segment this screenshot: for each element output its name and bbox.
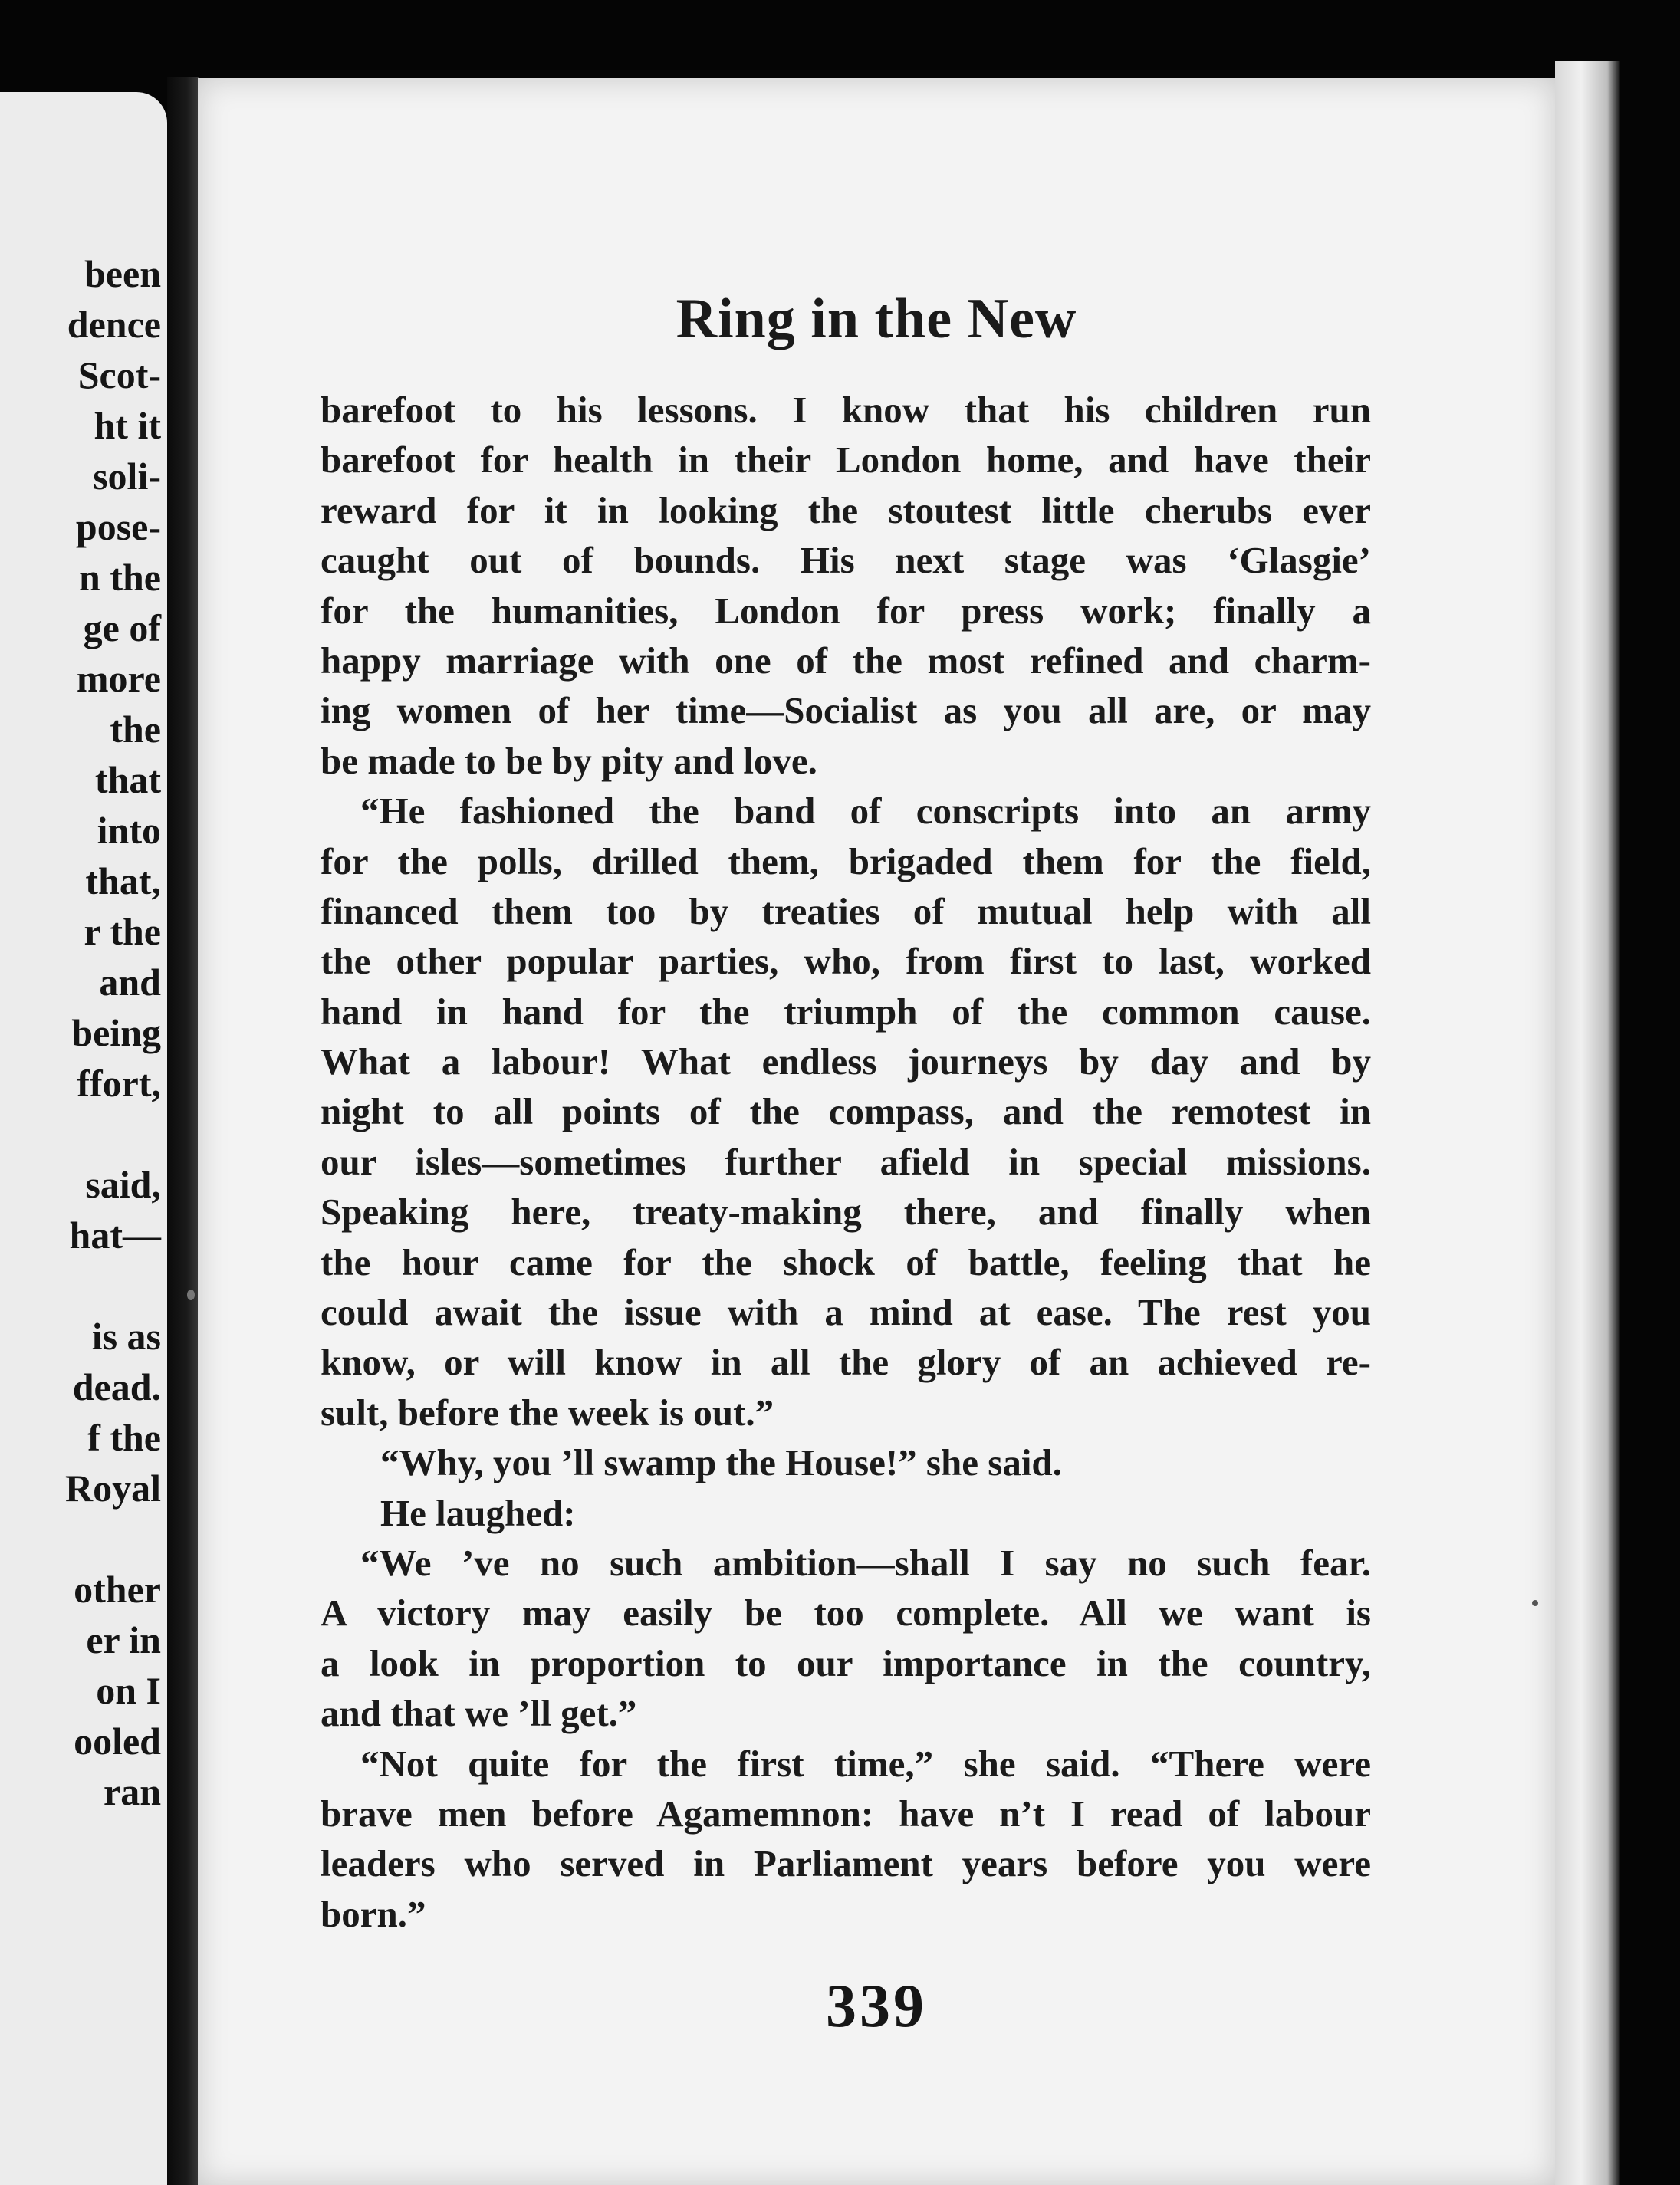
text-line: “He fashioned the band of conscripts into an army — [360, 790, 1371, 833]
facing-page-line: er in — [86, 1618, 161, 1661]
facing-page-line: ooled — [74, 1720, 161, 1763]
text-line: know, or will know in all the glory of an achieved re- — [321, 1341, 1371, 1384]
text-line: reward for it in looking the stoutest little cherubs ever — [321, 488, 1371, 531]
text-line: “Not quite for the first time,” she said. “There were — [360, 1742, 1371, 1785]
facing-page-line: other — [74, 1568, 161, 1611]
facing-page-line: ht it — [94, 404, 161, 447]
text-line: the other popular parties, who, from first to last, worked — [321, 940, 1371, 983]
text-line: hand in hand for the triumph of the common cause. — [321, 990, 1371, 1033]
text-line: What a labour! What endless journeys by day and by — [321, 1040, 1371, 1083]
text-line: night to all points of the compass, and the remotest in — [321, 1090, 1371, 1133]
text-line: our isles—sometimes further afield in special missions. — [321, 1140, 1371, 1183]
text-line: financed them too by treaties of mutual help with all — [321, 889, 1371, 932]
facing-page-line: soli- — [93, 455, 161, 498]
facing-page-line: that — [94, 758, 161, 801]
text-line: a look in proportion to our importance in the country, — [321, 1641, 1371, 1684]
facing-page-line: on I — [96, 1669, 161, 1712]
facing-page-line: pose- — [75, 505, 161, 548]
text-line: could await the issue with a mind at ease. The rest you — [321, 1291, 1371, 1334]
facing-page-line: that, — [85, 859, 161, 902]
text-line: the hour came for the shock of battle, feeling that he — [321, 1240, 1371, 1283]
dust-speck — [187, 1290, 195, 1300]
text-line: caught out of bounds. His next stage was ‘Glasgie’ — [321, 539, 1371, 582]
facing-page-line: ge of — [83, 606, 161, 649]
facing-page-line: is as — [91, 1315, 161, 1358]
text-line: happy marriage with one of the most refined and charm- — [321, 639, 1371, 682]
facing-page-line: more — [76, 657, 161, 700]
running-head: Ring in the New — [676, 288, 1077, 350]
facing-page-line: r the — [84, 910, 161, 953]
facing-page-fragment — [0, 92, 167, 2185]
facing-page-line: ran — [104, 1770, 161, 1813]
facing-page-line: the — [110, 708, 161, 751]
book-page — [198, 78, 1555, 2185]
facing-page-line: being — [71, 1011, 161, 1054]
facing-page-line: Royal — [65, 1467, 161, 1510]
facing-page-line: dead. — [72, 1365, 161, 1408]
facing-page-line: hat— — [69, 1214, 161, 1257]
facing-page-line: ffort, — [77, 1062, 161, 1105]
facing-page-line: Scot- — [77, 353, 161, 396]
body-text — [321, 385, 1371, 1939]
text-line: born.” — [321, 1892, 426, 1935]
facing-page-line: dence — [67, 303, 161, 346]
facing-page-line: n the — [79, 556, 161, 599]
text-line: ing women of her time—Socialist as you all are, or may — [321, 689, 1371, 732]
text-line: barefoot to his lessons. I know that his children run — [321, 389, 1371, 431]
text-line: barefoot for health in their London home, and have their — [321, 439, 1371, 481]
facing-page-line: and — [99, 961, 161, 1004]
facing-page-line: been — [84, 252, 161, 295]
book-gutter — [167, 77, 199, 2185]
dust-speck — [1532, 1600, 1538, 1606]
page-edge — [1555, 61, 1620, 2185]
text-line: “Why, you ’ll swamp the House!” she said. — [380, 1441, 1062, 1484]
text-line: be made to be by pity and love. — [321, 739, 817, 782]
facing-page-line: f the — [87, 1416, 161, 1459]
text-line: He laughed: — [380, 1491, 576, 1534]
text-line: leaders who served in Parliament years before you were — [321, 1842, 1371, 1885]
text-line: and that we ’ll get.” — [321, 1692, 637, 1735]
text-line: for the polls, drilled them, brigaded them for the field, — [321, 840, 1371, 882]
page-number: 339 — [826, 1973, 927, 2040]
facing-page-line: said, — [85, 1163, 161, 1206]
text-line: Speaking here, treaty-making there, and finally when — [321, 1191, 1371, 1234]
text-line: sult, before the week is out.” — [321, 1391, 774, 1434]
text-line: “We ’ve no such ambition—shall I say no such fear. — [360, 1541, 1371, 1584]
text-line: A victory may easily be too complete. All we want is — [321, 1592, 1371, 1635]
facing-page-line: into — [97, 809, 161, 852]
text-line: for the humanities, London for press work; finally a — [321, 589, 1371, 632]
text-line: brave men before Agamemnon: have n’t I read of labour — [321, 1792, 1371, 1835]
